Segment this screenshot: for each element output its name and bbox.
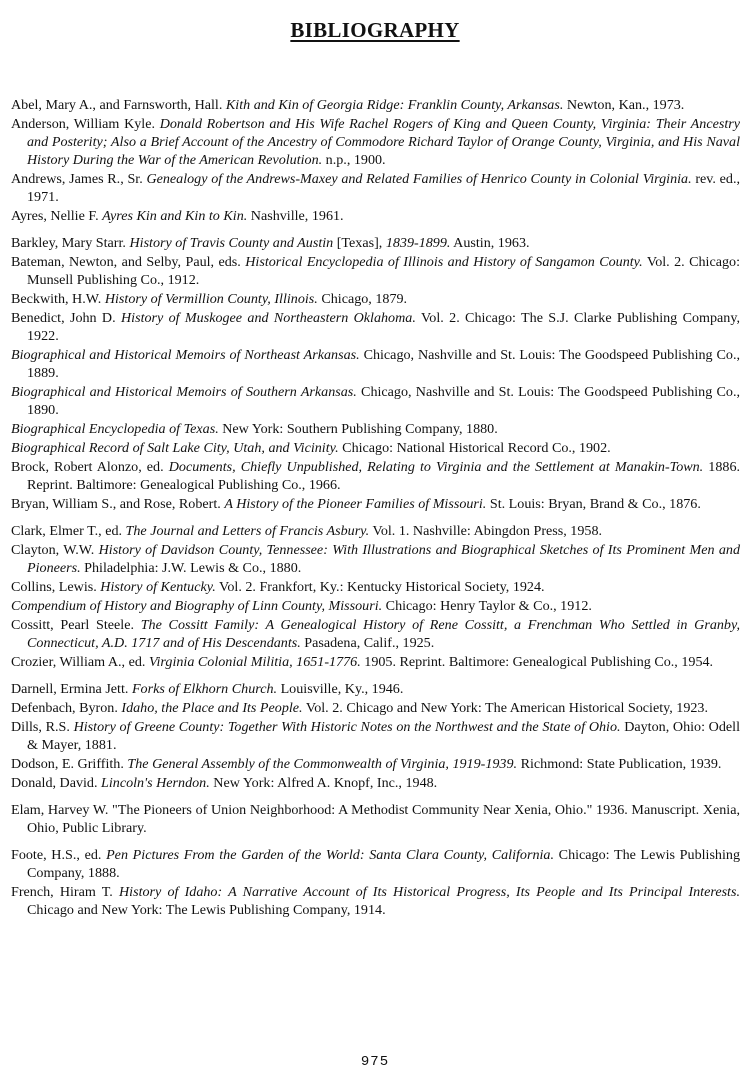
entry-text: Dills, R.S.	[11, 719, 74, 735]
entry-text: New York: Alfred A. Knopf, Inc., 1948.	[209, 775, 438, 791]
entry-text: Richmond: State Publication, 1939.	[517, 756, 722, 772]
entry-text: Chicago: The Lewis Publishing Company, 1888.	[27, 847, 740, 881]
entry-title-text: Compendium of History and Biography of Linn County, Missouri.	[11, 598, 383, 614]
entry-title-text: History of Muskogee and Northeastern Oklahoma.	[120, 310, 416, 326]
entry-text: Clark, Elmer T., ed.	[11, 523, 126, 539]
bibliography-entry	[11, 309, 740, 345]
entry-text: New York: Southern Publishing Company, 1880.	[218, 421, 498, 437]
entry-title-text: Biographical Record of Salt Lake City, Utah, and Vicinity.	[11, 440, 339, 456]
entry-text: Bryan, William S., and Rose, Robert.	[11, 496, 225, 512]
bibliography-entry	[11, 439, 740, 457]
entry-text: Elam, Harvey W. "The Pioneers of Union Neighborhood: A Methodist Community Near Xenia, Ohio." 1936. Manuscript. Xenia, Ohio, Public Library.	[11, 802, 740, 836]
bibliography-entry	[11, 383, 740, 419]
entry-text: Chicago: National Historical Record Co., 1902.	[338, 440, 611, 456]
entry-text: rev. ed., 1971.	[27, 171, 741, 205]
entry-text: Collins, Lewis.	[11, 579, 101, 595]
entry-text: Dodson, E. Griffith.	[11, 756, 128, 772]
entry-text: Benedict, John D.	[11, 310, 121, 326]
entry-text: Chicago, Nashville and St. Louis: The Goodspeed Publishing Co., 1889.	[27, 347, 740, 381]
entry-text: Abel, Mary A., and Farnsworth, Hall.	[11, 97, 226, 113]
bibliography-entry	[11, 774, 740, 792]
bibliography-entry	[11, 718, 740, 754]
entry-title-text: Biographical Encyclopedia of Texas.	[11, 421, 219, 437]
entry-title-text: Kith and Kin of Georgia Ridge: Franklin County, Arkansas.	[225, 97, 564, 113]
entry-text: [Texas],	[333, 235, 386, 251]
page-number: 975	[360, 1054, 390, 1070]
bibliography-list	[11, 96, 740, 920]
entry-title-text: History of Idaho: A Narrative Account of Its Historical Progress, Its People and Its Principal Interests.	[119, 884, 740, 900]
entry-text: Vol. 2. Chicago and New York: The American Historical Society, 1923.	[302, 700, 708, 716]
bibliography-entry	[11, 578, 740, 596]
entry-text: Vol. 2. Frankfort, Ky.: Kentucky Historical Society, 1924.	[215, 579, 545, 595]
entry-title-text: Ayres Kin and Kin to Kin.	[102, 208, 248, 224]
entry-title-text: Biographical and Historical Memoirs of Southern Arkansas.	[11, 384, 357, 400]
entry-title-text: Forks of Elkhorn Church.	[131, 681, 278, 697]
entry-title-text: History of Vermillion County, Illinois.	[104, 291, 318, 307]
entry-title-text: Historical Encyclopedia of Illinois and History of Sangamon County.	[245, 254, 643, 270]
entry-text: Darnell, Ermina Jett.	[11, 681, 132, 697]
bibliography-entry	[11, 680, 740, 698]
bibliography-entry	[11, 495, 740, 513]
entry-title-text: Biographical and Historical Memoirs of Northeast Arkansas.	[11, 347, 360, 363]
bibliography-entry	[11, 541, 740, 577]
entry-text: Chicago, 1879.	[317, 291, 408, 307]
entry-title-text: Genealogy of the Andrews-Maxey and Related Families of Henrico County in Colonial Virginia.	[146, 171, 692, 187]
entry-text: French, Hiram T.	[11, 884, 119, 900]
bibliography-entry	[11, 653, 740, 671]
bibliography-entry	[11, 234, 740, 252]
page-title: BIBLIOGRAPHY	[290, 18, 460, 42]
entry-text: Cossitt, Pearl Steele.	[11, 617, 141, 633]
bibliography-entry	[11, 458, 740, 494]
entry-text: Vol. 1. Nashville: Abingdon Press, 1958.	[369, 523, 603, 539]
entry-title-text: History of Kentucky.	[100, 579, 216, 595]
entry-text: n.p., 1900.	[322, 152, 386, 168]
entry-title-text: Virginia Colonial Militia, 1651-1776.	[148, 654, 361, 670]
bibliography-entry	[11, 420, 740, 438]
entry-text: Brock, Robert Alonzo, ed.	[11, 459, 169, 475]
entry-text: Louisville, Ky., 1946.	[277, 681, 404, 697]
entry-title-text: History of Davidson County, Tennessee: With Illustrations and Biographical Sketches of Its Prominent Men and Pioneers.	[27, 542, 740, 576]
bibliography-entry	[11, 755, 740, 773]
bibliography-entry	[11, 207, 740, 225]
entry-text: Austin, 1963.	[450, 235, 530, 251]
entry-text: Vol. 2. Chicago: The S.J. Clarke Publishing Company, 1922.	[27, 310, 740, 344]
entry-text: Ayres, Nellie F.	[11, 208, 103, 224]
bibliography-entry	[11, 597, 740, 615]
entry-text: St. Louis: Bryan, Brand & Co., 1876.	[486, 496, 701, 512]
entry-title-text: 1839-1899.	[385, 235, 451, 251]
entry-text: Chicago and New York: The Lewis Publishing Company, 1914.	[27, 902, 386, 918]
entry-title-text: The General Assembly of the Commonwealth of Virginia, 1919-1939.	[127, 756, 518, 772]
entry-text: Barkley, Mary Starr.	[11, 235, 130, 251]
entry-text: Vol. 2. Chicago: Munsell Publishing Co., 1912.	[27, 254, 740, 288]
bibliography-entry	[11, 846, 740, 882]
entry-text: Clayton, W.W.	[11, 542, 99, 558]
bibliography-entry	[11, 699, 740, 717]
entry-text: Bateman, Newton, and Selby, Paul, eds.	[11, 254, 246, 270]
bibliography-entry	[11, 115, 740, 169]
entry-title-text: Idaho, the Place and Its People.	[121, 700, 303, 716]
entry-title-text: History of Greene County: Together With Historic Notes on the Northwest and the State of Ohio.	[73, 719, 621, 735]
entry-text: Newton, Kan., 1973.	[563, 97, 685, 113]
entry-text: Anderson, William Kyle.	[11, 116, 160, 132]
entry-title-text: Lincoln's Herndon.	[101, 775, 210, 791]
bibliography-entry	[11, 883, 740, 919]
entry-text: Crozier, William A., ed.	[11, 654, 149, 670]
entry-text: 1886. Reprint. Baltimore: Genealogical Publishing Co., 1966.	[27, 459, 741, 493]
entry-title-text: A History of the Pioneer Families of Missouri.	[224, 496, 487, 512]
entry-text: Foote, H.S., ed.	[11, 847, 107, 863]
entry-text: 1905. Reprint. Baltimore: Genealogical Publishing Co., 1954.	[360, 654, 714, 670]
bibliography-entry	[11, 801, 740, 837]
bibliography-entry	[11, 616, 740, 652]
entry-text: Chicago: Henry Taylor & Co., 1912.	[382, 598, 592, 614]
entry-text: Andrews, James R., Sr.	[11, 171, 147, 187]
entry-text: Pasadena, Calif., 1925.	[300, 635, 435, 651]
bibliography-entry	[11, 170, 740, 206]
entry-title-text: History of Travis County and Austin	[129, 235, 334, 251]
entry-title-text: Pen Pictures From the Garden of the World: Santa Clara County, California.	[106, 847, 554, 863]
entry-text: Nashville, 1961.	[247, 208, 344, 224]
bibliography-entry	[11, 253, 740, 289]
bibliography-entry	[11, 96, 740, 114]
entry-text: Philadelphia: J.W. Lewis & Co., 1880.	[80, 560, 302, 576]
bibliography-entry	[11, 290, 740, 308]
entry-text: Defenbach, Byron.	[11, 700, 122, 716]
entry-title-text: Documents, Chiefly Unpublished, Relating to Virginia and the Settlement at Manakin-Town.	[168, 459, 704, 475]
entry-title-text: The Journal and Letters of Francis Asbury.	[125, 523, 370, 539]
entry-title-text: The Cossitt Family: A Genealogical History of Rene Cossitt, a Frenchman Who Settled in Granby, Connecticut, A.D. 1717 and of His Descendants.	[27, 617, 740, 651]
entry-text: Donald, David.	[11, 775, 102, 791]
entry-text: Beckwith, H.W.	[11, 291, 105, 307]
entry-text: Dayton, Ohio: Odell & Mayer, 1881.	[27, 719, 740, 753]
bibliography-entry	[11, 346, 740, 382]
bibliography-entry	[11, 522, 740, 540]
entry-title-text: Donald Robertson and His Wife Rachel Rogers of King and Queen County, Virginia: Their Ancestry and Posterity; Also a Brief Account of the Ancestry of Commodore Richard Taylor of Orange County, Virginia, and His Naval History During the War of the American Revolution.	[27, 116, 740, 168]
entry-text: Chicago, Nashville and St. Louis: The Goodspeed Publishing Co., 1890.	[27, 384, 740, 418]
